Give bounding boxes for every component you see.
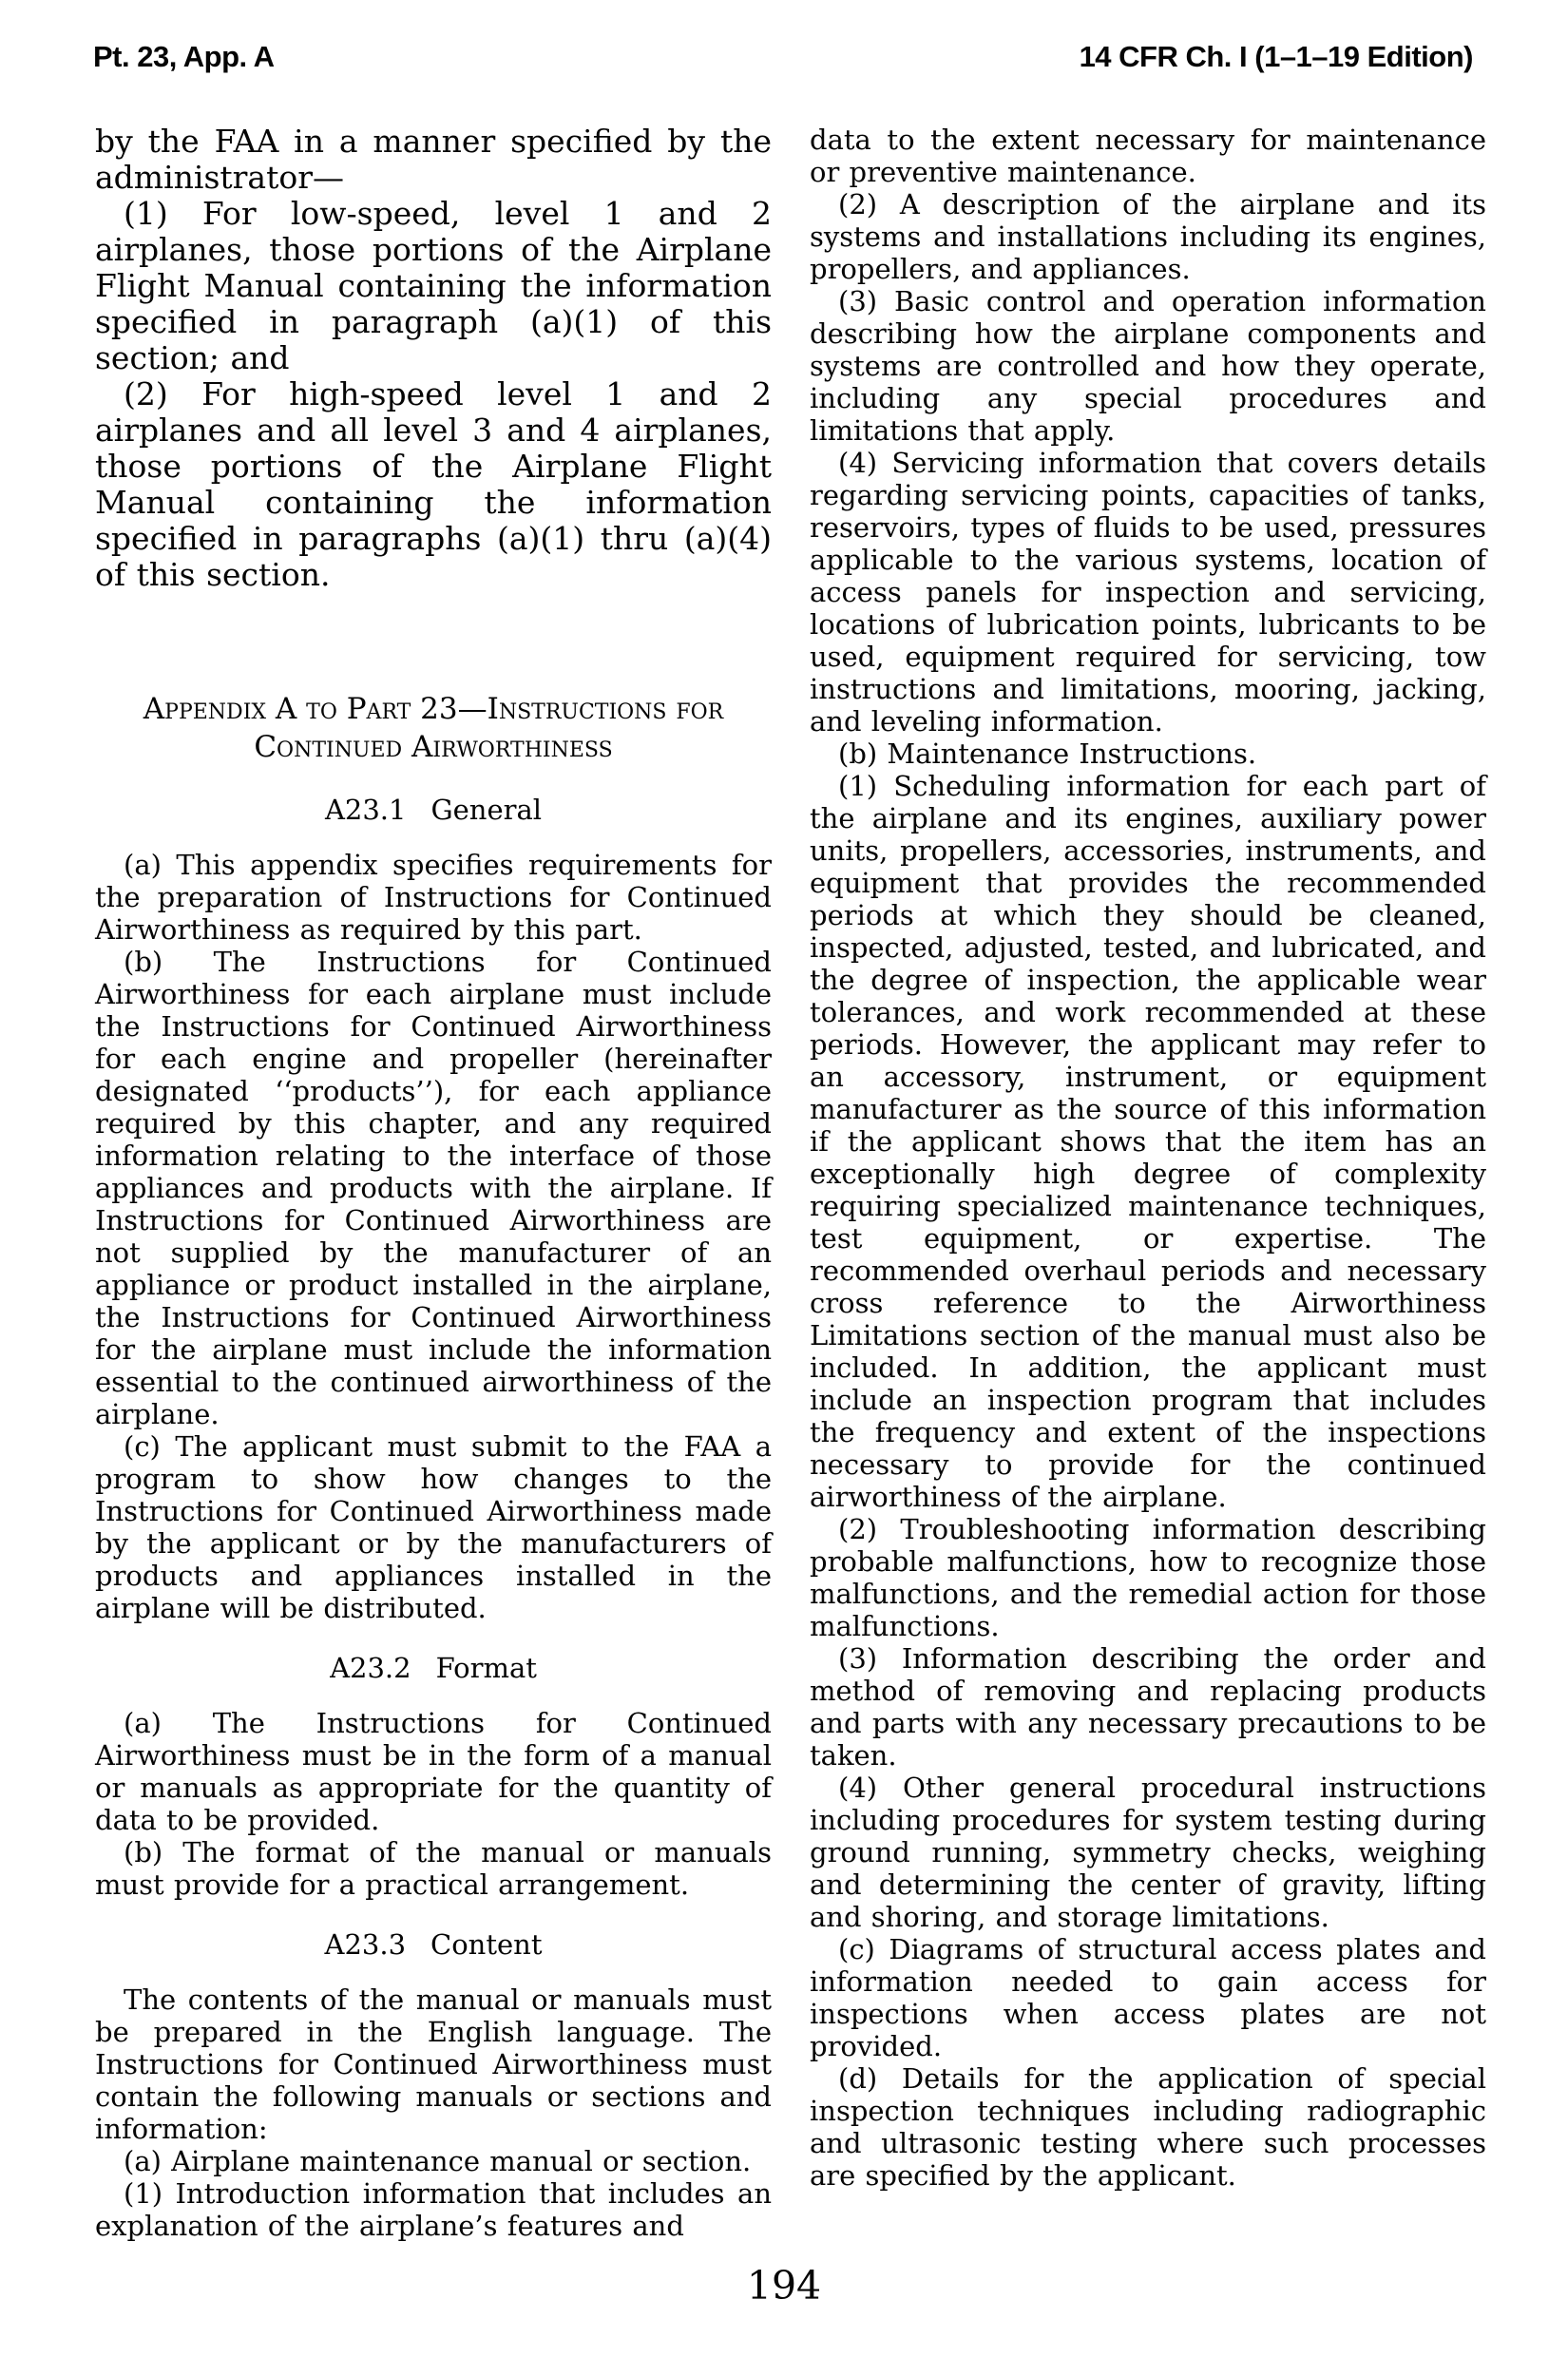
right-column (810, 124, 1486, 2192)
section-a23-1-body (95, 849, 772, 1624)
paragraph: (a) Airplane maintenance manual or section. (124, 2145, 752, 2177)
paragraph: (c) Diagrams of structural access plates and information needed to gain access for inspections when access plates are not provided. (810, 1933, 1486, 2062)
appendix-title: Appendix A to Part 23—Instructions for Continued Airworthiness (143, 692, 724, 764)
paragraph: (d) Details for the application of special inspection techniques including radiographic and ultrasonic testing where such processes are specified by the applicant. (810, 2062, 1486, 2192)
paragraph: (b) The format of the manual or manuals must provide for a practical arrangement. (95, 1836, 772, 1901)
running-head-part: Pt. 23, App. A (93, 40, 275, 73)
regulation-continuation-text (95, 124, 772, 593)
section-title: General (430, 794, 543, 826)
paragraph: (3) Information describing the order and method of removing and replacing products and parts with any necessary precautions to be taken. (810, 1642, 1486, 1772)
section-title: Content (430, 1928, 543, 1961)
paragraph: (1) Introduction information that includes an explanation of the airplane’s features and (95, 2177, 772, 2242)
paragraph: (b) The Instructions for Continued Airworthiness for each airplane must include the Instructions for Continued Airworthiness for each engine and propeller (hereinafter designated ‘‘products’’), for each appliance required by this chapter, and any required information relating to the interface of those appliances and products with the airplane. If Instructions for Continued Airworthiness are not supplied by the manufacturer of an appliance or product installed in the airplane, the Instructions for Continued Airworthiness for the airplane must include the information essential to the continued airworthiness of the airplane. (95, 946, 772, 1430)
paragraph: (b) Maintenance Instructions. (838, 738, 1257, 770)
page-number: 194 (746, 2263, 822, 2309)
paragraph: The contents of the manual or manuals must be prepared in the English language. The Instructions for Continued Airworthiness must contain the following manuals or sections and information: (95, 1983, 772, 2145)
paragraph: data to the extent necessary for maintenance or preventive maintenance. (810, 124, 1486, 188)
paragraph: (a) This appendix specifies requirements for the preparation of Instructions for Continued Airworthiness as required by this part. (95, 849, 772, 946)
paragraph: (c) The applicant must submit to the FAA a program to show how changes to the Instructions for Continued Airworthiness made by the applicant or by the manufacturers of products and appliances installed in the airplane will be distributed. (95, 1430, 772, 1624)
section-number: A23.1 (324, 794, 407, 826)
left-column (95, 124, 772, 2242)
section-number: A23.3 (324, 1928, 407, 1961)
paragraph: by the FAA in a manner specified by the administrator— (95, 123, 772, 196)
section-title: Format (435, 1652, 537, 1684)
paragraph: (1) Scheduling information for each part of the airplane and its engines, auxiliary power units, propellers, accessories, instruments, and equipment that provides the recommended periods at which they should be cleaned, inspected, adjusted, tested, and lubricated, and the degree of inspection, the applicable wear tolerances, and work recommended at these periods. However, the applicant may refer to an accessory, instrument, or equipment manufacturer as the source of this information if the applicant shows that the item has an exceptionally high degree of complexity requiring specialized maintenance techniques, test equipment, or expertise. The recommended overhaul periods and necessary cross reference to the Airworthiness Limitations section of the manual must also be included. In addition, the applicant must include an inspection program that includes the frequency and extent of the inspections necessary to provide for the continued airworthiness of the airplane. (810, 770, 1486, 1513)
paragraph: (3) Basic control and operation information describing how the airplane components and systems are controlled and how they operate, including any special procedures and limitations that apply. (810, 285, 1486, 447)
section-heading-a23-3 (95, 1929, 772, 1961)
section-heading-a23-1 (95, 795, 772, 826)
running-head-edition: 14 CFR Ch. I (1–1–19 Edition) (1079, 40, 1473, 73)
section-heading-a23-2 (95, 1653, 772, 1684)
paragraph: (2) For high-speed level 1 and 2 airplanes and all level 3 and 4 airplanes, those portions of the Airplane Flight Manual containing the information specified in paragraphs (a)(1) thru (a)(4) of this section. (95, 375, 772, 593)
section-a23-2-body (95, 1707, 772, 1901)
paragraph: (4) Servicing information that covers details regarding servicing points, capacities of tanks, reservoirs, types of fluids to be used, pressures applicable to the various systems, location of access panels for inspection and servicing, locations of lubrication points, lubricants to be used, equipment required for servicing, tow instructions and limitations, mooring, jacking, and leveling information. (810, 447, 1486, 738)
paragraph: (1) For low-speed, level 1 and 2 airplanes, those portions of the Airplane Flight Manual containing the information specified in paragraph (a)(1) of this section; and (95, 195, 772, 376)
paragraph: (2) A description of the airplane and its systems and installations including its engines, propellers, and appliances. (810, 188, 1486, 285)
paragraph: (2) Troubleshooting information describing probable malfunctions, how to recognize those malfunctions, and the remedial action for those malfunctions. (810, 1513, 1486, 1642)
section-number: A23.2 (330, 1652, 411, 1684)
paragraph: (a) The Instructions for Continued Airworthiness must be in the form of a manual or manuals as appropriate for the quantity of data to be provided. (95, 1707, 772, 1836)
paragraph: (4) Other general procedural instructions including procedures for system testing during ground running, symmetry checks, weighing and determining the center of gravity, lifting and shoring, and storage limitations. (810, 1772, 1486, 1933)
section-a23-3-body (95, 1983, 772, 2242)
